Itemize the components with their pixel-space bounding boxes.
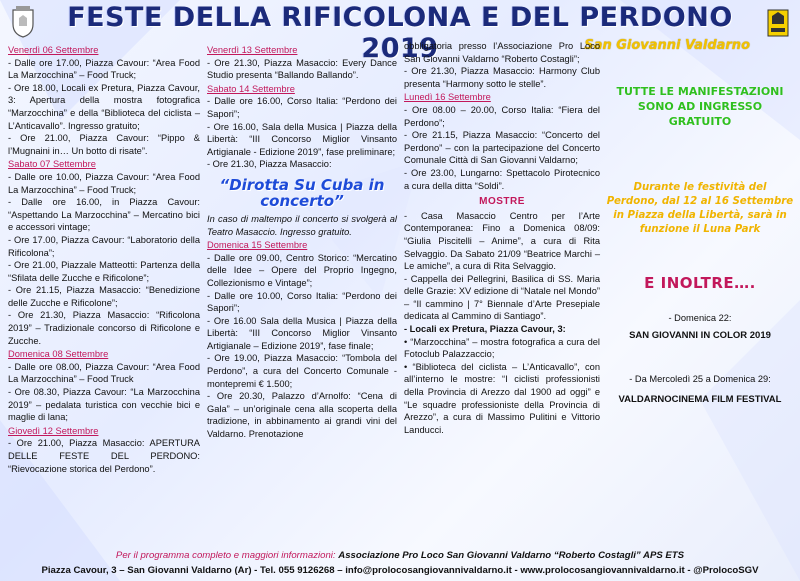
rain-note: In caso di maltempo il concerto si svolgerà al Teatro Masaccio. Ingresso gratuito. bbox=[207, 213, 397, 237]
headline-concert: “Dirotta Su Cuba in concerto” bbox=[219, 175, 385, 210]
exhibition-entry: • “Marzocchina” – mostra fotografica a cura del Fotoclub Palazzaccio; bbox=[404, 336, 600, 360]
event-entry: - Dalle ore 16.00, in Piazza Cavour: “Aspettando La Marzocchina” – Mercatino bici e accessori vintage; bbox=[8, 197, 200, 233]
footer-contacts: Piazza Cavour, 3 – San Giovanni Valdarno (Ar) - Tel. 055 9126268 – info@prolocosangiovannivaldarno.it - www.prolocosangiovannivaldarno.it - @ProlocoSGV bbox=[41, 565, 759, 576]
day-heading: Sabato 14 Settembre bbox=[207, 83, 295, 94]
luna-park-notice: Durante le festività del Perdono, dal 12 al 16 Settembre in Piazza della Libertà, sarà in funzione il Luna Park bbox=[606, 182, 794, 235]
event-entry: obbligatoria presso l’Associazione Pro Loco San Giovanni Valdarno “Roberto Costagli”; bbox=[404, 41, 600, 64]
footer-organization: Associazione Pro Loco San Giovanni Valdarno “Roberto Costagli” APS ETS bbox=[338, 550, 685, 561]
exhibition-entry: - Locali ex Pretura, Piazza Cavour, 3: bbox=[404, 324, 566, 335]
footer-info bbox=[0, 548, 800, 563]
info-column bbox=[606, 40, 794, 408]
coat-of-arms-icon bbox=[10, 6, 36, 38]
event-entry: - Ore 08.00 – 20.00, Corso Italia: “Fiera del Perdono”; bbox=[404, 104, 600, 128]
day-heading: Venerdì 13 Settembre bbox=[207, 45, 298, 55]
day-heading: Domenica 15 Settembre bbox=[207, 240, 308, 251]
day-heading: Giovedì 12 Settembre bbox=[8, 425, 99, 436]
event-entry: - Dalle ore 09.00, Centro Storico: “Mercatino delle Idee – Opere del Proprio Ingegno, Collezionismo e Vintage”; bbox=[207, 252, 397, 288]
event-entry: - Dalle ore 16.00, Corso Italia: “Perdono dei Sapori”; bbox=[207, 96, 397, 119]
program-column-2 bbox=[207, 44, 397, 441]
pro-loco-logo-icon bbox=[766, 8, 790, 38]
event-entry: - Ore 21.15, Piazza Masaccio: “Benedizione delle Zucche e Rificolone”; bbox=[8, 285, 200, 308]
event-entry: - Dalle ore 08.00, Piazza Cavour: “Area Food La Marzocchina” – Food Truck bbox=[8, 361, 200, 385]
also-heading: E INOLTRE…. bbox=[644, 274, 756, 292]
extra-event-name: VALDARNOCINEMA FILM FESTIVAL bbox=[618, 394, 782, 406]
event-entry: - Dalle ore 10.00, Piazza Cavour: “Area Food La Marzocchina” – Food Truck; bbox=[8, 171, 200, 195]
event-entry: - Ore 21.00, Piazza Masaccio: APERTURA DELLE FESTE DEL PERDONO: “Rievocazione storica del Perdono”. bbox=[8, 438, 200, 474]
exhibition-entry: • “Biblioteca del ciclista – L’Anticavallo”, con all’interno le mostre: “I ciclisti professionisti della Provincia di Arezzo dal 1900 ad oggi” e “Le squadre professioniste della Provincia di Arezzo”, a cura di Massimo Pulitini e Vittorio Landucci. bbox=[404, 361, 600, 435]
footer-info-label: Per il programma completo e maggiori informazioni: bbox=[115, 550, 336, 561]
event-entry: - Ore 16.00 Sala della Musica | Piazza della Libertà: “III Concorso Miglior Vinsanto Artigianale – Edizione 2019”, fase finale; bbox=[207, 315, 397, 351]
page-title: FESTE DELLA RIFICOLONA E DEL PERDONO 2019 bbox=[67, 2, 733, 64]
event-entry: - Ore 16.00, Sala della Musica | Piazza della Libertà: “III Concorso Miglior Vinsanto Artigianale - Edizione 2019”, fase preliminare; bbox=[207, 121, 397, 157]
event-entry: - Dalle ore 17.00, Piazza Cavour: “Area Food La Marzocchina” – Food Truck; bbox=[8, 57, 200, 81]
event-entry: - Ore 20.30, Palazzo d’Arnolfo: “Cena di Gala” – un’originale cena alla scoperta della tradizione, in abbinamento ai grandi vini del Valdarno. Prenotazione bbox=[207, 391, 397, 440]
event-entry: - Ore 17.00, Piazza Cavour: “Laboratorio della Rificolona”; bbox=[8, 234, 200, 258]
event-entry: - Ore 23.00, Lungarno: Spettacolo Pirotecnico a cura della ditta “Soldi”. bbox=[404, 167, 600, 191]
event-entry: - Ore 21.00, Piazza Cavour: “Pippo & l’Mugnaini in… Un botto di risate”. bbox=[8, 133, 200, 156]
event-entry: - Dalle ore 10.00, Corso Italia: “Perdono dei Sapori”; bbox=[207, 290, 397, 314]
event-entry: - Ore 08.30, Piazza Cavour: “La Marzocchina 2019” – pedalata turistica con vecchie bici e maglie di lana; bbox=[8, 387, 200, 423]
day-heading: Domenica 08 Settembre bbox=[8, 349, 109, 360]
page-subtitle: San Giovanni Valdarno bbox=[584, 38, 750, 53]
footer bbox=[0, 548, 800, 578]
event-entry: - Ore 21.30, Piazza Masaccio: bbox=[207, 159, 332, 170]
event-entry: - Ore 19.00, Piazza Masaccio: “Tombola del Perdono”, a cura del Concerto Comunale - montepremi € 1.500; bbox=[207, 353, 397, 389]
extra-event-date: - Da Mercoledì 25 a Domenica 29: bbox=[629, 373, 771, 384]
event-entry: - Ore 18.00, Locali ex Pretura, Piazza Cavour, 3: Apertura della mostra fotografica “Marzocchina” e della “Biblioteca del ciclista – L’Anticavallo”. Ingresso gratuito; bbox=[8, 82, 200, 131]
program-column-3 bbox=[404, 40, 600, 436]
program-column-1 bbox=[8, 44, 200, 475]
extra-event-date: - Domenica 22: bbox=[668, 312, 732, 323]
event-entry: - Ore 21.30, Piazza Masaccio: Every Dance Studio presenta “Ballando Ballando”. bbox=[207, 57, 397, 81]
extra-event-name: SAN GIOVANNI IN COLOR 2019 bbox=[629, 330, 771, 342]
event-entry: - Ore 21.00, Piazzale Matteotti: Partenza della “Sfilata delle Zucche e Rificolone”; bbox=[8, 260, 200, 283]
event-entry: - Ore 21.30, Piazza Masaccio: Harmony Club presenta “Harmony sotto le stelle”. bbox=[404, 66, 600, 89]
day-heading: Venerdì 06 Settembre bbox=[8, 45, 99, 55]
free-entry-notice: TUTTE LE MANIFESTAZIONI SONO AD INGRESSO GRATUITO bbox=[616, 85, 784, 128]
event-entry: - Ore 21.30, Piazza Masaccio: “Rificolona 2019” – Tradizionale concorso di Rificolone e Zucche. bbox=[8, 310, 200, 346]
event-entry: - Ore 21.15, Piazza Masaccio: “Concerto del Perdono” – con la partecipazione del Concerto Comunale Città di San Giovanni Valdarno; bbox=[404, 130, 600, 166]
exhibition-entry: - Casa Masaccio Centro per l’Arte Contemporanea: Fino a Domenica 08/09: “Giulia Piscitelli – Anime”, a cura di Rita Selvaggio. Da Sabato 21/09 “Beatrice Marchi – Le amiche”, a cura di Rita Selvaggio. bbox=[404, 210, 600, 272]
day-heading: Sabato 07 Settembre bbox=[8, 159, 96, 170]
exhibition-entry: - Cappella dei Pellegrini, Basilica di SS. Maria delle Grazie: XV edizione di “Natale nel Mondo” – “Il cammino | 7° Biennale d’Arte Presepiale dedicata al Cammino di Santiago”. bbox=[404, 273, 600, 322]
exhibitions-heading: MOSTRE bbox=[479, 196, 525, 208]
day-heading: Lunedì 16 Settembre bbox=[404, 92, 491, 103]
